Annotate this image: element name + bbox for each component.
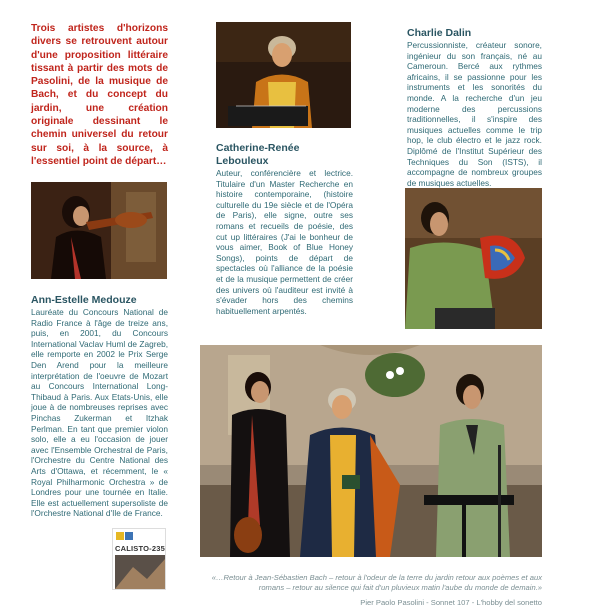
pasolini-quote: «…Retour à Jean-Sébastien Bach – retour à l'odeur de la terre du jardin retour aux poèmes et aux romans – retour au silence qui fait d'un pluvieux matin l'aube du monde de demain.»	[211, 573, 542, 592]
catherine-photo	[216, 22, 351, 128]
quote-citation: Pier Paolo Pasolini - Sonnet 107 - L'hobby del sonetto	[360, 598, 542, 607]
catherine-bio: Auteur, conférencière et lectrice. Titulaire d'un Master Recherche en histoire contemporaine, (histoire culturelle du 19e siècle et de l'Opéra de Paris), elle signe, outre ses romans et recueils de poésie, des cut up littéraires (J'ai le bonheur de vous aimer, Book of Blue Honey Songs), points de départ de spectacles où l'alliance de la poésie et de la musique permettent de créer des univers où l'auditeur est invité à s'évader hors des chemins habituellement arpentés.	[216, 168, 353, 316]
calisto-logo	[112, 528, 166, 590]
logo-text: CALISTO-235	[115, 544, 165, 553]
annestelle-bio: Lauréate du Concours National de Radio France à l'âge de treize ans, puis, en 2001, du Concours International Vaclav Huml de Zagreb, elle remporte en 2002 le Prix Serge Den Arend pour la meilleure interprétation de l'oeuvre de Mozart au Concours International Long-Thibaud à Paris. Aux Etats-Unis, elle joue à de nombreuses reprises avec Pinchas Zukerman et Itzhak Perlman. En tant que premier violon solo, elle a eu l'occasion de jouer avec l'Ensemble Orchestral de Paris, l'Orchestre du Centre National des Arts d'Ottawa, et récemment, le « Royal Philharmonic Orchestra » de Londres pour une tournée en Italie. Elle est actuellement supersoliste de l'Orchestre National d'Ile de France.	[31, 307, 168, 519]
violinist-photo	[31, 182, 167, 279]
charlie-name: Charlie Dalin	[407, 27, 472, 39]
catherine-name: Catherine-Renée Lebouleux	[216, 142, 300, 167]
intro-text: Trois artistes d'horizons divers se retrouvent autour d'une proposition littéraire tissant à partir des mots de Pasolini, de la musique de Bach, et du concept du jardin, une création originale dessinant le chemin universel du retour sur soi, à la source, à l'essentiel point de départ…	[31, 23, 168, 167]
charlie-bio: Percussionniste, créateur sonore, ingénieur du son français, né au Cameroun. Bercé aux rythmes africains, il se passionne pour les instruments et les sonorités du monde. A la recherche d'un jeu moderne des percussions traditionnelles, il s'inspire des musiques actuelles comme le trip hop, le club électro et le jazz rock. Diplômé de l'Institut Supérieur des Techniques du Son (ISTS), il accompagne de nombreux groupes de musiques actuelles.	[407, 40, 542, 188]
annestelle-name: Ann-Estelle Medouze	[31, 294, 137, 306]
group-photo	[200, 345, 542, 557]
charlie-photo	[405, 188, 542, 329]
